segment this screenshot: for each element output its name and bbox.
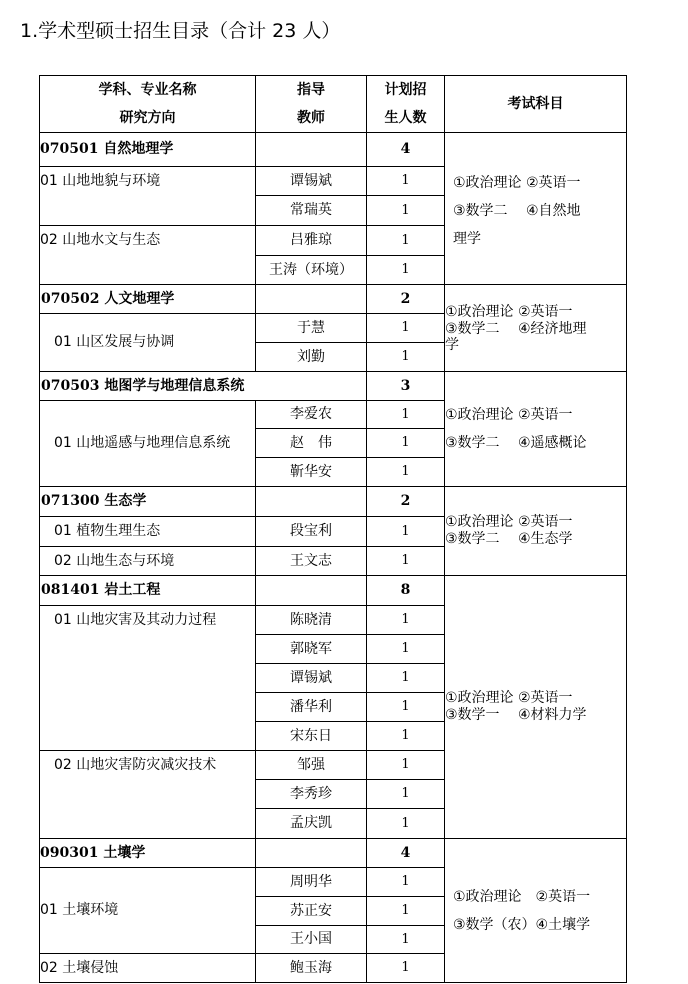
advisor-name: 王小国 xyxy=(256,926,367,954)
advisor-name: 王文志 xyxy=(256,547,367,576)
major-name: 071300 生态学 xyxy=(40,487,256,517)
exam-line: ③数学二 ④自然地 xyxy=(453,203,581,219)
exam-line: ①政治理论 ②英语一 xyxy=(445,407,573,423)
direction-name: 01 土壤环境 xyxy=(40,868,256,954)
advisor-name: 潘华利 xyxy=(256,693,367,722)
advisor-count: 1 xyxy=(367,167,445,196)
advisor-count: 1 xyxy=(367,897,445,926)
advisor-count: 1 xyxy=(367,256,445,285)
advisor-cell-empty xyxy=(256,487,367,517)
advisor-name: 鲍玉海 xyxy=(256,954,367,983)
exam-line: ①政治理论 ②英语一 xyxy=(445,304,573,321)
header-plan-count xyxy=(367,76,445,133)
advisor-name: 王涛（环境） xyxy=(256,256,367,285)
major-row xyxy=(40,372,627,401)
advisor-count: 1 xyxy=(367,343,445,372)
exam-line: 学 xyxy=(445,336,459,353)
direction-name: 01 山地地貌与环境 xyxy=(40,167,256,226)
advisor-cell-empty xyxy=(256,133,367,167)
advisor-name: 吕雅琼 xyxy=(256,226,367,256)
major-count: 4 xyxy=(367,133,445,167)
advisor-count: 1 xyxy=(367,635,445,664)
advisor-count: 1 xyxy=(367,954,445,983)
advisor-name: 周明华 xyxy=(256,868,367,897)
advisor-count: 1 xyxy=(367,314,445,343)
header-direction-label: 研究方向 xyxy=(119,110,176,126)
major-row xyxy=(40,133,627,167)
advisor-name: 邹强 xyxy=(256,751,367,780)
advisor-count: 1 xyxy=(367,722,445,751)
advisor-name: 刘勤 xyxy=(256,343,367,372)
major-name: 070503 地图学与地理信息系统 xyxy=(40,372,256,401)
exam-line: ①政治理论 ②英语一 xyxy=(445,514,573,531)
advisor-count: 1 xyxy=(367,547,445,576)
advisor-name: 郭晓军 xyxy=(256,635,367,664)
advisor-name: 段宝利 xyxy=(256,517,367,547)
direction-name: 01 植物生理生态 xyxy=(40,517,256,547)
header-advisor xyxy=(256,76,367,133)
advisor-count: 1 xyxy=(367,809,445,839)
exam-line: 理学 xyxy=(453,231,481,247)
advisor-name: 陈晓清 xyxy=(256,606,367,635)
advisor-cell-empty xyxy=(256,285,367,314)
advisor-count: 1 xyxy=(367,780,445,809)
advisor-count: 1 xyxy=(367,751,445,780)
advisor-name: 靳华安 xyxy=(256,458,367,487)
advisor-name: 孟庆凯 xyxy=(256,809,367,839)
advisor-count: 1 xyxy=(367,693,445,722)
major-name: 090301 土壤学 xyxy=(40,839,256,868)
advisor-count: 1 xyxy=(367,458,445,487)
advisor-count: 1 xyxy=(367,868,445,897)
major-name: 070501 自然地理学 xyxy=(40,133,256,167)
direction-name: 02 山地灾害防灾减灾技术 xyxy=(40,751,256,839)
page-title: 1.学术型硕士招生目录（合计 23 人） xyxy=(20,20,341,42)
advisor-name: 宋东日 xyxy=(256,722,367,751)
advisor-count: 1 xyxy=(367,429,445,458)
exam-subjects xyxy=(445,372,627,487)
exam-subjects xyxy=(445,285,627,372)
major-row xyxy=(40,839,627,868)
advisor-count: 1 xyxy=(367,517,445,547)
major-name: 070502 人文地理学 xyxy=(40,285,256,314)
advisor-cell-empty xyxy=(256,372,367,401)
advisor-cell-empty xyxy=(256,839,367,868)
major-name: 081401 岩土工程 xyxy=(40,576,256,606)
exam-subjects xyxy=(445,839,627,983)
direction-name: 02 山地水文与生态 xyxy=(40,226,256,285)
header-major-direction xyxy=(40,76,256,133)
exam-subjects xyxy=(445,133,627,285)
advisor-name: 李爱农 xyxy=(256,401,367,429)
exam-line: ③数学二 ④遥感概论 xyxy=(445,435,587,451)
exam-line: ③数学二 ④经济地理 xyxy=(445,321,587,337)
major-count: 2 xyxy=(367,487,445,517)
header-major-label: 学科、专业名称 xyxy=(98,82,197,98)
major-count: 2 xyxy=(367,285,445,314)
major-row xyxy=(40,285,627,314)
admissions-catalog-table xyxy=(39,75,627,983)
advisor-cell-empty xyxy=(256,576,367,606)
direction-name: 01 山地灾害及其动力过程 xyxy=(40,606,256,751)
advisor-name: 谭锡斌 xyxy=(256,664,367,693)
exam-line: ③数学（农）④土壤学 xyxy=(453,916,591,933)
advisor-count: 1 xyxy=(367,606,445,635)
major-row xyxy=(40,487,627,517)
advisor-count: 1 xyxy=(367,401,445,429)
table-header-row xyxy=(40,76,627,133)
exam-line: ①政治理论 ②英语一 xyxy=(445,690,573,707)
advisor-count: 1 xyxy=(367,196,445,226)
direction-name: 02 山地生态与环境 xyxy=(40,547,256,576)
header-count-line1: 计划招 xyxy=(384,82,427,98)
major-row xyxy=(40,576,627,606)
exam-line: ③数学二 ④生态学 xyxy=(445,531,573,547)
exam-subjects xyxy=(445,576,627,839)
advisor-count: 1 xyxy=(367,226,445,256)
advisor-name: 苏正安 xyxy=(256,897,367,926)
exam-line: ①政治理论 ②英语一 xyxy=(453,888,591,905)
major-count: 3 xyxy=(367,372,445,401)
header-advisor-line2: 教师 xyxy=(297,110,325,126)
advisor-count: 1 xyxy=(367,926,445,954)
advisor-name: 李秀珍 xyxy=(256,780,367,809)
major-count: 4 xyxy=(367,839,445,868)
exam-subjects xyxy=(445,487,627,576)
advisor-count: 1 xyxy=(367,664,445,693)
advisor-name: 常瑞英 xyxy=(256,196,367,226)
advisor-name: 赵 伟 xyxy=(256,429,367,458)
advisor-name: 于慧 xyxy=(256,314,367,343)
direction-name: 01 山地遥感与地理信息系统 xyxy=(40,401,256,487)
exam-line: ③数学一 ④材料力学 xyxy=(445,707,587,723)
direction-name: 01 山区发展与协调 xyxy=(40,314,256,372)
direction-name: 02 土壤侵蚀 xyxy=(40,954,256,983)
header-count-line2: 生人数 xyxy=(384,110,427,126)
exam-line: ①政治理论 ②英语一 xyxy=(453,175,581,191)
advisor-name: 谭锡斌 xyxy=(256,167,367,196)
header-advisor-line1: 指导 xyxy=(297,82,325,98)
header-exam-subjects: 考试科目 xyxy=(445,76,627,133)
major-count: 8 xyxy=(367,576,445,606)
